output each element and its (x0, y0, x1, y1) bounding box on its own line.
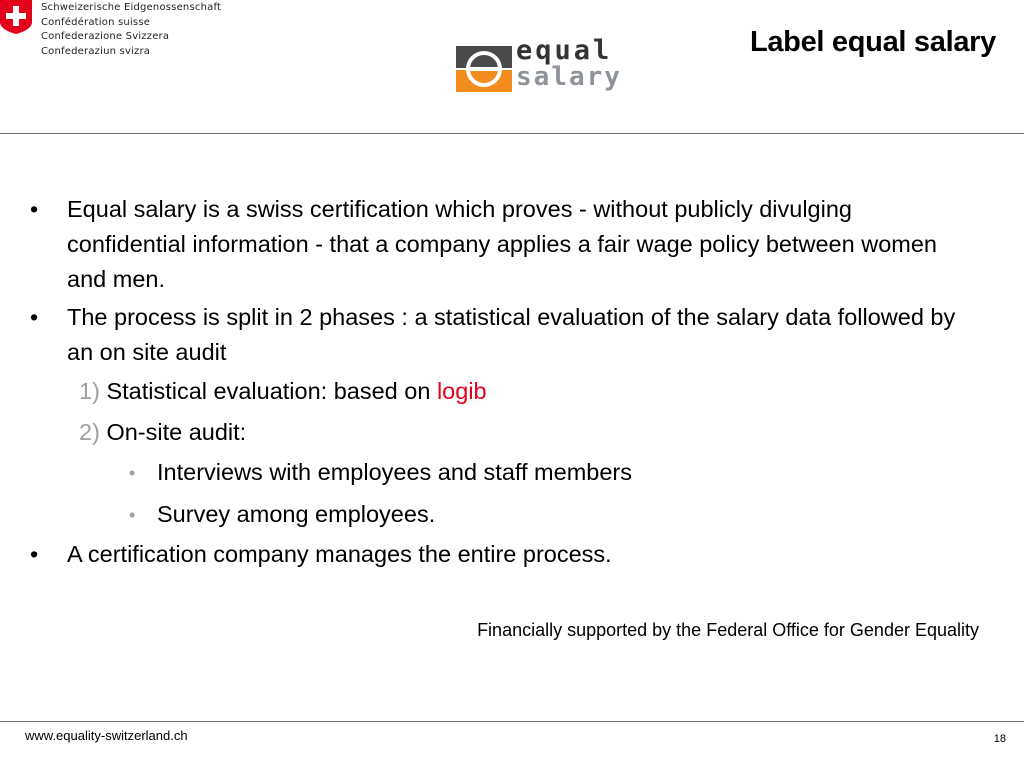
confed-line-de: Schweizerische Eidgenossenschaft (41, 2, 222, 13)
bullet-dot: • (30, 196, 39, 222)
logo-word-equal: equal (516, 35, 613, 66)
logib-highlight: logib (436, 378, 487, 404)
support-note: Financially supported by the Federal Office for Gender Equality (477, 620, 979, 640)
bullet-dot: • (30, 541, 39, 567)
phase-text: Statistical evaluation: based on (106, 378, 437, 404)
sub-bullet-dot: • (129, 463, 136, 483)
bullet-text: A certification company manages the entire process. (67, 541, 612, 567)
audit-item-text: Interviews with employees and staff members (157, 459, 632, 485)
bullet-dot: • (30, 304, 39, 330)
phase-item (79, 415, 246, 450)
equal-salary-logo (456, 35, 636, 94)
footer-divider (0, 721, 1024, 722)
phase-item (79, 374, 487, 409)
page-number: 18 (993, 733, 1006, 745)
footer-url: www.equality-switzerland.ch (25, 728, 188, 743)
logo-word-salary: salary (516, 62, 622, 92)
equal-salary-emblem-icon (456, 42, 514, 96)
swiss-flag-icon (0, 0, 32, 34)
confed-line-rm: Confederaziun svizra (41, 45, 151, 57)
audit-item-text: Survey among employees. (157, 501, 436, 527)
confed-line-it: Confederazione Svizzera (41, 31, 170, 42)
phase-number: 2) (79, 419, 100, 445)
phase-number: 1) (79, 378, 100, 404)
confederation-logo (0, 0, 240, 70)
confederation-names (41, 1, 221, 59)
header-divider (0, 133, 1024, 134)
phase-text: On-site audit: (106, 419, 247, 445)
confed-line-fr: Confédération suisse (41, 16, 151, 28)
bullet-text: Equal salary is a swiss certification which proves - without publicly divulging confidential information - that a company applies a fair wage policy between women and men. (67, 196, 937, 292)
bullet-text: The process is split in 2 phases : a statistical evaluation of the salary data followed by an on site audit (67, 304, 956, 365)
slide-title: Label equal salary (749, 26, 996, 58)
sub-bullet-dot: • (129, 505, 136, 525)
